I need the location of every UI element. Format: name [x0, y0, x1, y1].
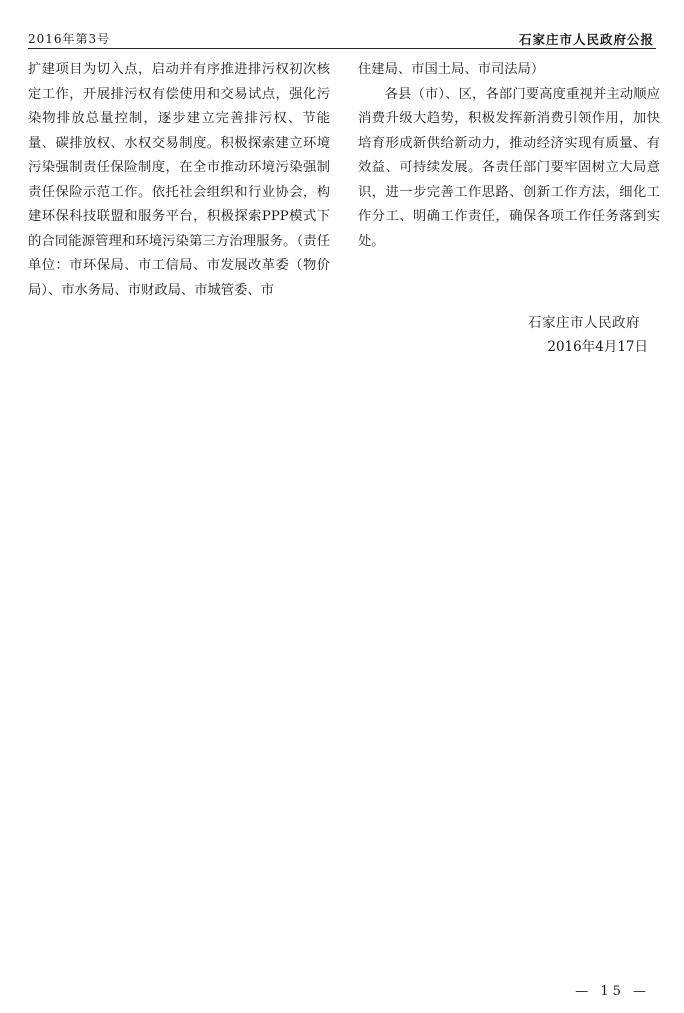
body-paragraph-continued: 扩建项目为切入点，启动并有序推进排污权初次核定工作，开展排污权有偿使用和交易试点，强化污染物排放总量控制，逐步建立完善排污权、节能量、碳排放权、水权交易制度。积极探索建立环境污染强制责任保险制度，在全市推动环境污染强制责任保险示范工作。依托社会组织和行业协会，构建环保科技联盟和服务平台，积极探索PPP模式下的合同能源管理和环境污染第三方治理服务。（责任单位：市环保局、市工信局、市发展改革委（物价局）、市水务局、市财政局、市城管委、市	[28, 62, 330, 298]
page-number: — 15 —	[575, 984, 650, 999]
signature-organization: 石家庄市人民政府	[528, 315, 640, 331]
issue-number: 2016年第3号	[28, 32, 111, 46]
page-header	[28, 27, 656, 49]
responsible-units-continued: 住建局、市国土局、市司法局）	[358, 62, 545, 77]
left-column	[28, 58, 330, 303]
closing-paragraph: 各县（市）、区，各部门要高度重视并主动顺应消费升级大趋势，积极发挥新消费引领作用，加快培育形成新供给新动力，推动经济实现有质量、有效益、可持续发展。各责任部门要牢固树立大局意识，进一步完善工作思路、创新工作方法，细化工作分工、明确工作责任，确保各项工作任务落到实处。	[358, 86, 660, 249]
header-rule	[28, 48, 656, 49]
publication-title: 石家庄市人民政府公报	[518, 32, 654, 47]
right-column	[358, 58, 660, 254]
signature-date: 2016年4月17日	[547, 339, 648, 355]
